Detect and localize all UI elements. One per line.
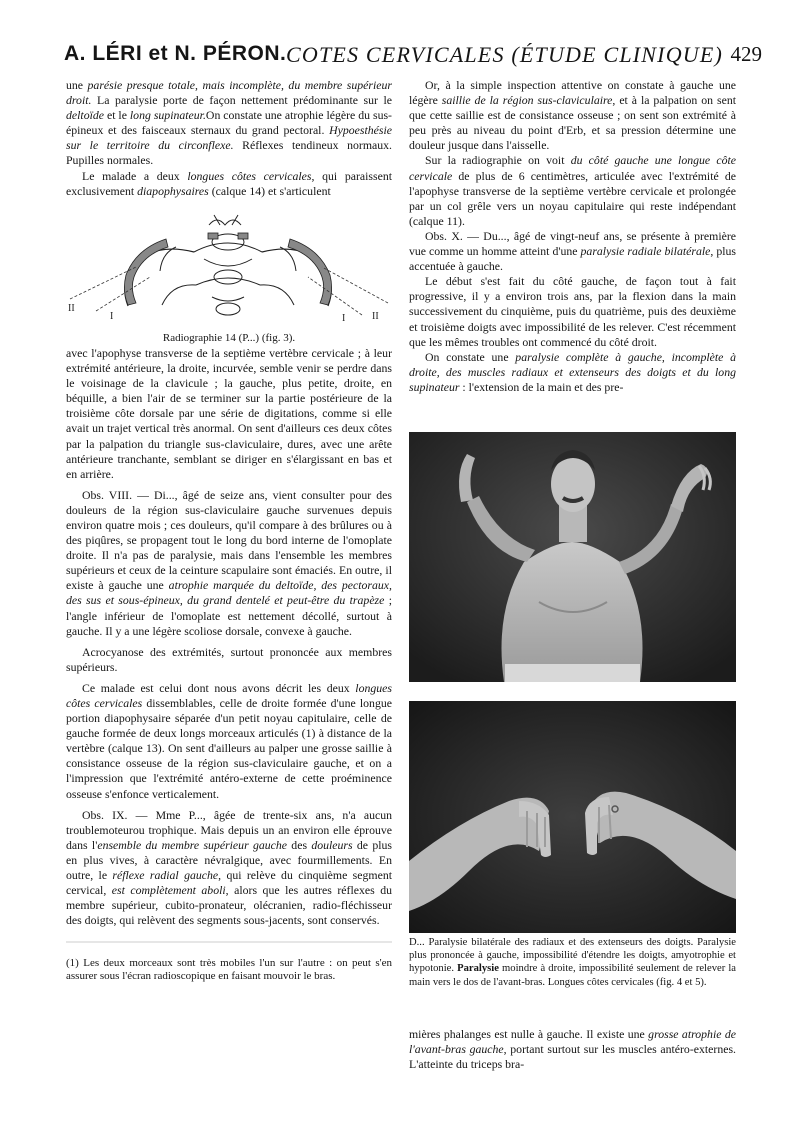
patient-torso-photo — [409, 432, 736, 682]
tracing-label: I — [342, 312, 346, 324]
tracing-label: II — [372, 310, 379, 322]
observation-label: Obs. X. — [425, 228, 463, 243]
paragraph: Obs. VIII. — Di..., âgé de seize ans, vient consulter pour des douleurs de la région sus-claviculaire gauche survenues depuis environ quatre mois ; ces douleurs, qu'il compare à des brûlures ou à des piqûres, se propagent tout le long du bord interne de l'omoplate droite. Il n'a pas de paralysie, mais dans l'ensemble les membres supérieurs et ceux de la ceinture scapulaire sont émaciés. En outre, il existe à gauche une atrophie marquée du deltoïde, des pectoraux, des sus et sous-épineux, du grand dentelé et peut-être du trapèze ; l'angle inférieur de l'omoplate est nettement décollé, surtout à gauche. Il y a une légère scoliose dorsale, convexe à gauche. — [66, 487, 392, 638]
paragraph: avec l'apophyse transverse de la septième vertèbre cervicale ; à leur extrémité antérieure, la droite, incurvée, semble venir se perdre dans le voisinage de la clavicule ; la gauche, plus petite, droite, en béquille, a bien l'air de se terminer sur la partie postérieure de la troisième côte dorsale par une série de digitations, comme si elle avait un trajet vertical très anormal. On sent d'ailleurs ces deux côtes par la palpation du triangle sus-claviculaire, dures, avec une arête antérieure tranchante, semblant se diriger en s'élargissant en bas et en arrière. — [66, 345, 392, 481]
paragraph: Acrocyanose des extrémités, surtout prononcée aux membres supérieurs. — [66, 644, 392, 674]
patient-hands-photo — [409, 701, 736, 933]
footnote-rule — [66, 938, 392, 946]
paragraph: Sur la radiographie on voit du côté gauche une longue côte cervicale de plus de 6 centimètres, articulée avec l'extrémité de l'apophyse transverse de la septième vertèbre cervicale et prolongée par un col grêle vers un noyau capitulaire qui reste indépendant (calque 11). — [409, 153, 736, 228]
plate-caption: D... Paralysie bilatérale des radiaux et des extenseurs des doigts. Paralysie plus prononcée à gauche, impossibilité d'étendre les doigts, amyotrophie et hypotonie. Paralysie moindre à droite, impossibilité seulement de relever la main vers le dos de l'avant-bras. Longues côtes cervicales (fig. 4 et 5). — [409, 937, 736, 988]
left-column — [66, 78, 392, 983]
page-number: 429 — [730, 42, 762, 66]
paragraph: Le malade a deux longues côtes cervicales, qui paraissent exclusivement diapophysaires (calque 14) et s'articulent — [66, 168, 393, 198]
paragraph: On constate une paralysie complète à gauche, incomplète à droite, des muscles radiaux et extenseurs des doigts et du long supinateur : l'extension de la main et des pre- — [409, 349, 736, 394]
radiograph-tracing-figure — [66, 207, 392, 325]
observation-label: Obs. VIII. — [82, 487, 133, 502]
running-header — [64, 42, 762, 78]
right-column — [409, 78, 736, 395]
paragraph: Ce malade est celui dont nous avons décrit les deux longues côtes cervicales dissemblables, celle de droite formée d'une longue portion diapophysaire séparée d'un petit noyau capitulaire, celle de gauche formée de deux longs morceaux articulés (1) à distance de la vertèbre (calque 13). On sent d'ailleurs au palper une grosse saillie à consistance osseuse de la région sus-claviculaire gauche, et on a l'impression que l'extrémité antéro-externe de cette proéminence osseuse s'enfonce verticalement. — [66, 680, 392, 801]
paragraph: Obs. IX. — Mme P..., âgée de trente-six ans, n'a aucun troublemoteurou trophique. Mais depuis un an environ elle éprouve dans l'ensemble du membre supérieur gauche des douleurs de plus en plus vives, à caractère névralgique, avec fourmillements. En outre, le réflexe radial gauche, qui relève du cinquième segment cervical, est complètement aboli, alors que les autres réflexes du membre supérieur, cubito-pronateur, olécranien, radio-fléchisseur des doigts, qui relèvent des segments sous-jacents, sont conservés. — [66, 807, 393, 928]
right-column-continuation: mières phalanges est nulle à gauche. Il existe une grosse atrophie de l'avant-bras gauche, portant surtout sur les muscles antéro-externes. L'atteinte du triceps bra- — [409, 1027, 736, 1072]
paragraph: Le début s'est fait du côté gauche, de façon tout à fait progressive, il y a environ trois ans, par la flexion dans la main successivement du cinquième, puis du quatrième, puis des deuxième et troisième doigts avec impossibilité de les relever. C'est récemment que les mêmes troubles ont commencé du côté droit. — [409, 274, 736, 349]
paragraph: une parésie presque totale, mais incomplète, du membre supérieur droit. La paralysie porte de façon nettement prédominante sur le deltoïde et le long supinateur.On constate une atrophie légère du sus-épineux et des faisceaux sternaux du grand pectoral. Hypoesthésie sur le territoire du circonflexe. Réflexes tendineux normaux. Pupilles normales. — [66, 78, 392, 168]
footnote: (1) Les deux morceaux sont très mobiles l'un sur l'autre : on peut s'en assurer sous l'écran radioscopique en faisant mouvoir le bras. — [66, 956, 392, 982]
paragraph: Or, à la simple inspection attentive on constate à gauche une légère saillie de la région sus-claviculaire, et à la palpation on sent que cette saillie est de consistance osseuse ; on sent son extrémité à peu près au niveau du point d'Erb, et sa pression détermine une douleur jusque dans l'aisselle. — [409, 78, 737, 153]
tracing-label: I — [110, 310, 114, 322]
figure-caption: Radiographie 14 (P...) (fig. 3). — [162, 331, 296, 344]
paragraph: Obs. X. — Du..., âgé de vingt-neuf ans, se présente à première vue comme un homme atteint d'une paralysie radiale bilatérale, plus accentuée à gauche. — [409, 228, 737, 274]
observation-label: Obs. IX. — [82, 807, 128, 822]
tracing-label: II — [68, 302, 75, 314]
header-title: COTES CERVICALES (ÉTUDE CLINIQUE) — [286, 42, 724, 67]
header-authors: A. LÉRI et N. PÉRON. — [64, 42, 287, 65]
